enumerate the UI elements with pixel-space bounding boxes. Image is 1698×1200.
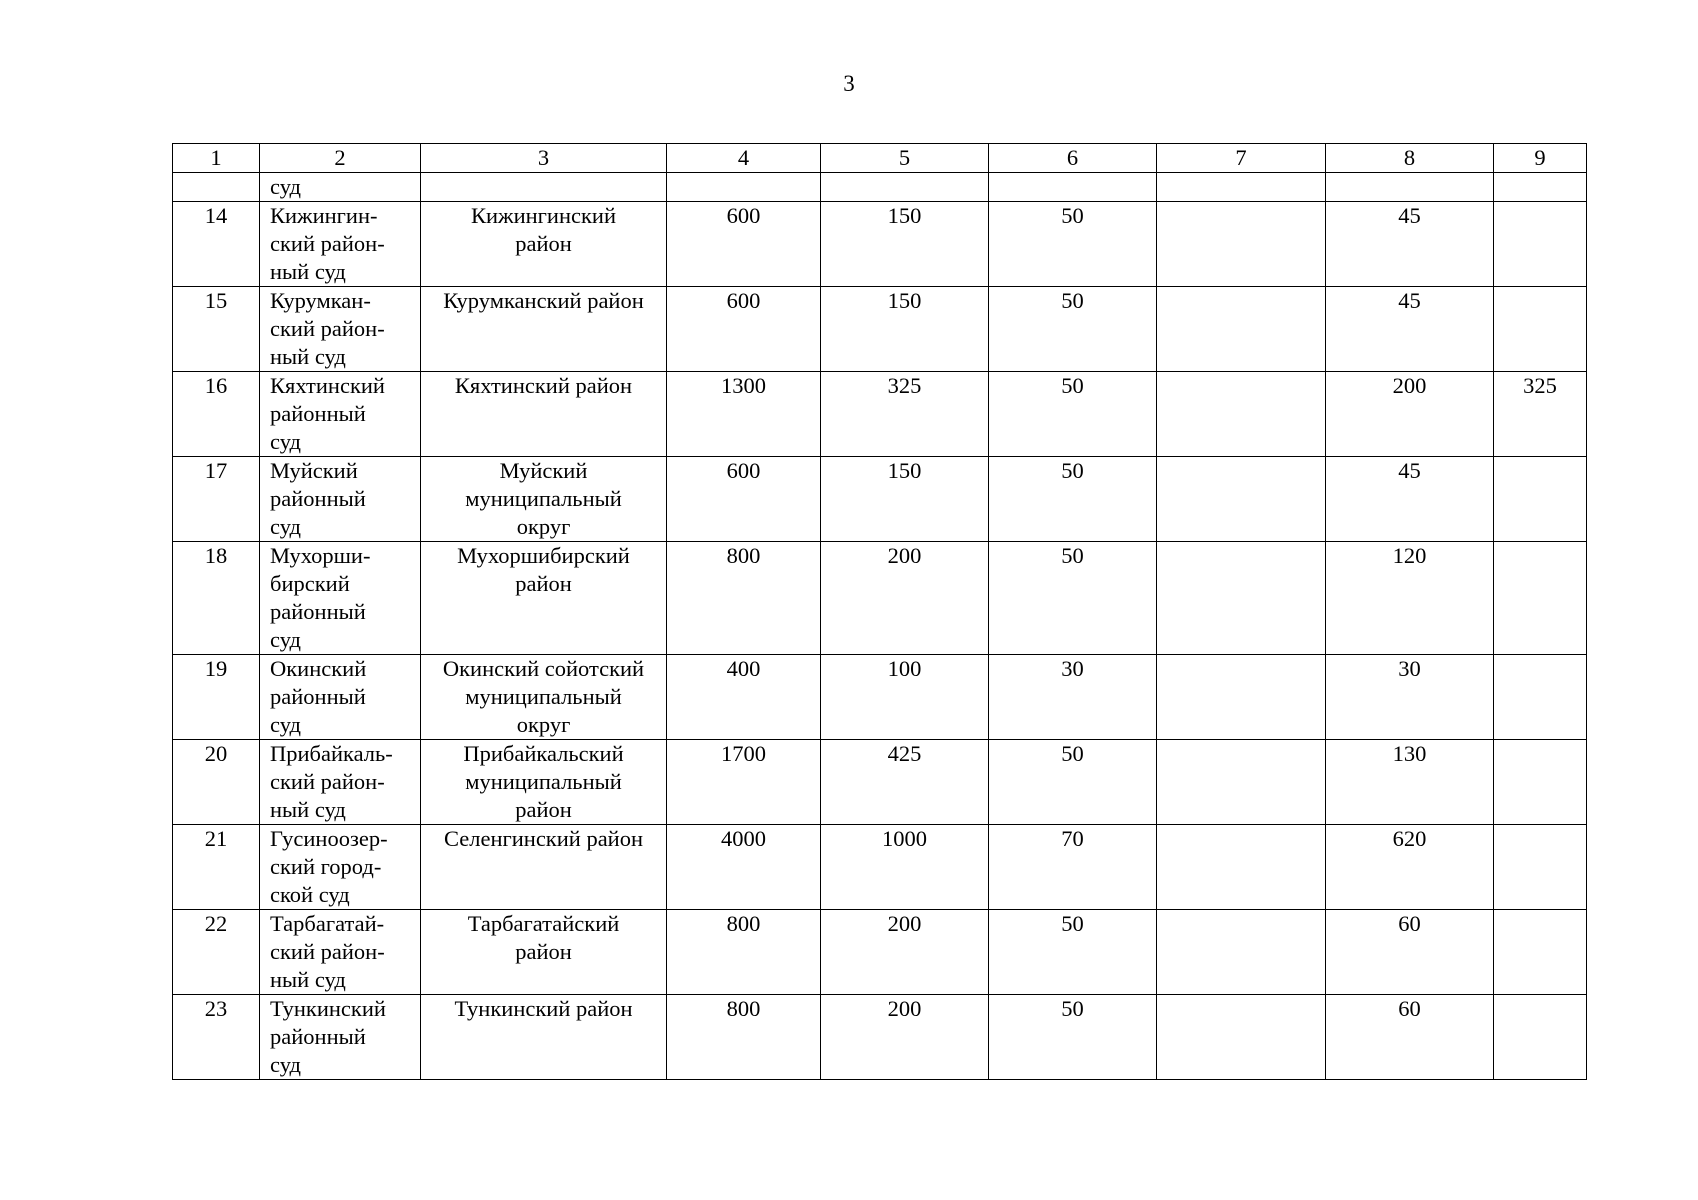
- value-cell-9: 325: [1494, 372, 1587, 457]
- court-name-cell-line: Кижингин-: [270, 203, 378, 228]
- table-row: [173, 740, 1587, 825]
- territory-cell-line: Муйский: [499, 458, 588, 483]
- value-cell-9: [1494, 202, 1587, 287]
- territory-cell-line: район: [515, 231, 572, 256]
- territory-cell-line: район: [515, 571, 572, 596]
- court-name-cell-line: Мухорши-: [270, 543, 371, 568]
- value-cell-4: 800: [667, 542, 821, 655]
- territory-cell-line: муниципальный: [465, 684, 622, 709]
- row-number-cell: 14: [173, 202, 260, 287]
- value-cell-6: 50: [989, 202, 1157, 287]
- court-name-cell-line: ский район-: [270, 316, 385, 341]
- value-cell-4: 800: [667, 910, 821, 995]
- value-cell-4: 600: [667, 202, 821, 287]
- court-name-cell-line: Курумкан-: [270, 288, 371, 313]
- value-cell-6: 30: [989, 655, 1157, 740]
- court-name-cell-line: ский район-: [270, 769, 385, 794]
- value-cell-9: [1494, 740, 1587, 825]
- territory-cell-line: Кижингинский: [471, 203, 616, 228]
- court-name-cell-line: ской суд: [270, 882, 350, 907]
- row-number-cell: 21: [173, 825, 260, 910]
- court-name-cell-line: бирский: [270, 571, 350, 596]
- continuation-cell-4: [667, 173, 821, 202]
- court-name-cell-line: Прибайкаль-: [270, 741, 393, 766]
- value-cell-8: 620: [1326, 825, 1494, 910]
- value-cell-4: 1700: [667, 740, 821, 825]
- row-number-cell: 19: [173, 655, 260, 740]
- value-cell-9: [1494, 457, 1587, 542]
- territory-cell-line: Прибайкальский: [463, 741, 624, 766]
- court-name-cell-line: ный суд: [270, 797, 346, 822]
- value-cell-7: [1157, 825, 1326, 910]
- value-cell-5: 100: [821, 655, 989, 740]
- continuation-cell-1: [173, 173, 260, 202]
- header-cell-9: 9: [1494, 144, 1587, 173]
- value-cell-8: 45: [1326, 287, 1494, 372]
- row-number-cell: 15: [173, 287, 260, 372]
- continuation-cell-5: [821, 173, 989, 202]
- value-cell-8: 60: [1326, 995, 1494, 1080]
- court-name-cell: [260, 740, 421, 825]
- court-name-cell-line: суд: [270, 1052, 301, 1077]
- territory-cell-line: Окинский сойотский: [442, 656, 645, 681]
- table-row: [173, 457, 1587, 542]
- value-cell-5: 150: [821, 202, 989, 287]
- territory-cell-line: район: [515, 939, 572, 964]
- court-name-cell-line: Муйский: [270, 458, 358, 483]
- territory-cell-line: Мухоршибирский: [457, 543, 630, 568]
- header-cell-6: 6: [989, 144, 1157, 173]
- data-table: [172, 143, 1587, 1080]
- court-name-cell-line: Окинский: [270, 656, 367, 681]
- value-cell-8: 45: [1326, 457, 1494, 542]
- value-cell-5: 150: [821, 457, 989, 542]
- continuation-cell-7: [1157, 173, 1326, 202]
- territory-cell: [421, 457, 667, 542]
- value-cell-5: 1000: [821, 825, 989, 910]
- value-cell-5: 325: [821, 372, 989, 457]
- value-cell-7: [1157, 995, 1326, 1080]
- value-cell-5: 200: [821, 542, 989, 655]
- territory-cell-line: Кяхтинский район: [454, 373, 633, 398]
- court-name-cell-line: суд: [270, 627, 301, 652]
- table-row: [173, 202, 1587, 287]
- header-cell-1: 1: [173, 144, 260, 173]
- value-cell-7: [1157, 542, 1326, 655]
- court-name-cell-line: районный: [270, 401, 366, 426]
- value-cell-6: 50: [989, 457, 1157, 542]
- court-name-cell-line: районный: [270, 599, 366, 624]
- value-cell-4: 4000: [667, 825, 821, 910]
- page-number: 3: [843, 71, 855, 96]
- value-cell-8: 60: [1326, 910, 1494, 995]
- court-name-cell: [260, 910, 421, 995]
- value-cell-6: 70: [989, 825, 1157, 910]
- court-name-cell: [260, 825, 421, 910]
- court-name-cell-line: суд: [270, 712, 301, 737]
- header-cell-8: 8: [1326, 144, 1494, 173]
- header-row: [173, 144, 1587, 173]
- table-row: [173, 655, 1587, 740]
- court-name-cell-line: ский район-: [270, 939, 385, 964]
- territory-cell: [421, 287, 667, 372]
- value-cell-7: [1157, 287, 1326, 372]
- value-cell-4: 600: [667, 457, 821, 542]
- value-cell-4: 400: [667, 655, 821, 740]
- value-cell-7: [1157, 910, 1326, 995]
- value-cell-9: [1494, 655, 1587, 740]
- value-cell-8: 45: [1326, 202, 1494, 287]
- court-name-cell-line: Гусиноозер-: [270, 826, 388, 851]
- court-name-cell: [260, 287, 421, 372]
- territory-cell: [421, 202, 667, 287]
- territory-cell-line: Селенгинский район: [443, 826, 644, 851]
- header-cell-4: 4: [667, 144, 821, 173]
- territory-cell-line: муниципальный: [465, 486, 622, 511]
- territory-cell: [421, 655, 667, 740]
- value-cell-8: 120: [1326, 542, 1494, 655]
- value-cell-5: 200: [821, 910, 989, 995]
- value-cell-6: 50: [989, 542, 1157, 655]
- court-name-cell-line: Тарбагатай-: [270, 911, 385, 936]
- court-name-cell-line: суд: [270, 514, 301, 539]
- court-name-cell-line: ный суд: [270, 344, 346, 369]
- territory-cell-line: округ: [516, 514, 571, 539]
- row-number-cell: 20: [173, 740, 260, 825]
- table-row: [173, 287, 1587, 372]
- court-name-cell-line: ный суд: [270, 259, 346, 284]
- table-row: [173, 910, 1587, 995]
- value-cell-9: [1494, 910, 1587, 995]
- value-cell-6: 50: [989, 995, 1157, 1080]
- header-cell-3: 3: [421, 144, 667, 173]
- court-name-cell-line: ный суд: [270, 967, 346, 992]
- territory-cell: [421, 825, 667, 910]
- value-cell-5: 200: [821, 995, 989, 1080]
- territory-cell-line: округ: [516, 712, 571, 737]
- value-cell-9: [1494, 542, 1587, 655]
- court-name-cell: [260, 372, 421, 457]
- continuation-cell-6: [989, 173, 1157, 202]
- value-cell-7: [1157, 740, 1326, 825]
- value-cell-7: [1157, 655, 1326, 740]
- territory-cell: [421, 740, 667, 825]
- court-name-cell-line: районный: [270, 684, 366, 709]
- territory-cell-line: муниципальный: [465, 769, 622, 794]
- header-cell-2: 2: [260, 144, 421, 173]
- row-number-cell: 16: [173, 372, 260, 457]
- row-number-cell: 22: [173, 910, 260, 995]
- court-name-cell: [260, 655, 421, 740]
- territory-cell: [421, 542, 667, 655]
- territory-cell-line: район: [515, 797, 572, 822]
- value-cell-9: [1494, 287, 1587, 372]
- court-name-cell-line: ский город-: [270, 854, 382, 879]
- row-number-cell: 23: [173, 995, 260, 1080]
- continuation-row: [173, 173, 1587, 202]
- value-cell-9: [1494, 995, 1587, 1080]
- table-row: [173, 372, 1587, 457]
- continuation-cell-9: [1494, 173, 1587, 202]
- row-number-cell: 18: [173, 542, 260, 655]
- territory-cell: [421, 995, 667, 1080]
- value-cell-5: 150: [821, 287, 989, 372]
- court-name-cell-line: районный: [270, 1024, 366, 1049]
- value-cell-6: 50: [989, 740, 1157, 825]
- value-cell-6: 50: [989, 910, 1157, 995]
- territory-cell: [421, 372, 667, 457]
- court-name-cell-line: ский район-: [270, 231, 385, 256]
- value-cell-5: 425: [821, 740, 989, 825]
- court-name-cell: [260, 202, 421, 287]
- continuation-cell-3: [421, 173, 667, 202]
- value-cell-7: [1157, 372, 1326, 457]
- value-cell-8: 200: [1326, 372, 1494, 457]
- court-name-cell: [260, 995, 421, 1080]
- value-cell-8: 30: [1326, 655, 1494, 740]
- court-name-cell: [260, 457, 421, 542]
- value-cell-6: 50: [989, 287, 1157, 372]
- territory-cell-line: Тункинский район: [454, 996, 633, 1021]
- header-cell-5: 5: [821, 144, 989, 173]
- value-cell-4: 1300: [667, 372, 821, 457]
- continuation-court-cell: суд: [260, 173, 421, 202]
- territory-cell: [421, 910, 667, 995]
- table-row: [173, 542, 1587, 655]
- value-cell-7: [1157, 457, 1326, 542]
- court-name-cell-line: Кяхтинский: [270, 373, 385, 398]
- continuation-cell-8: [1326, 173, 1494, 202]
- value-cell-7: [1157, 202, 1326, 287]
- court-name-cell-line: районный: [270, 486, 366, 511]
- table-row: [173, 825, 1587, 910]
- court-name-cell-line: суд: [270, 429, 301, 454]
- territory-cell-line: Курумканский район: [443, 288, 644, 313]
- table-row: [173, 995, 1587, 1080]
- row-number-cell: 17: [173, 457, 260, 542]
- header-cell-7: 7: [1157, 144, 1326, 173]
- value-cell-4: 800: [667, 995, 821, 1080]
- value-cell-6: 50: [989, 372, 1157, 457]
- value-cell-4: 600: [667, 287, 821, 372]
- court-name-cell: [260, 542, 421, 655]
- court-name-cell-line: Тункинский: [270, 996, 386, 1021]
- territory-cell-line: Тарбагатайский: [467, 911, 620, 936]
- value-cell-9: [1494, 825, 1587, 910]
- value-cell-8: 130: [1326, 740, 1494, 825]
